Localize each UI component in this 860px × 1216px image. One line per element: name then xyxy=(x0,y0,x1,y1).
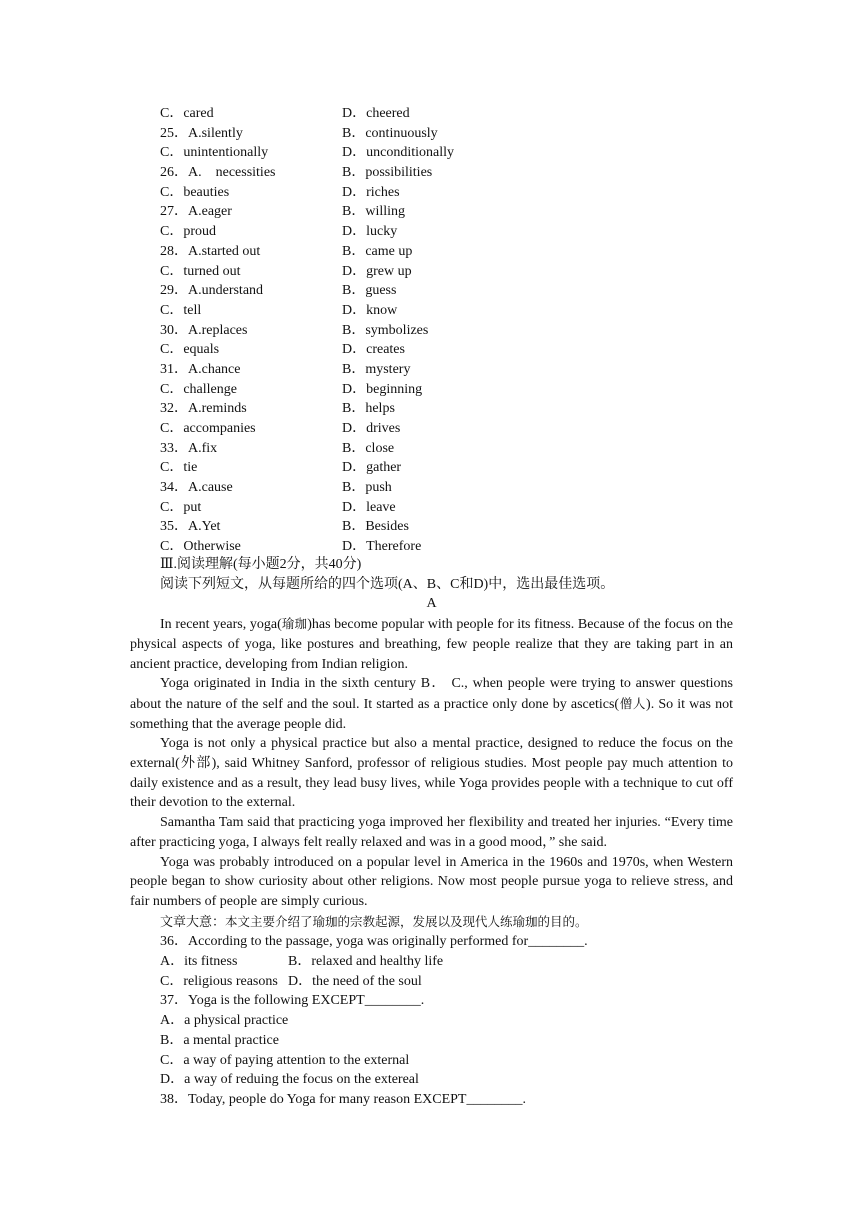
option-left: C．accompanies xyxy=(160,421,256,436)
question-36-option-a: A．its fitness xyxy=(160,954,238,970)
option-left: 26．A. necessities xyxy=(160,165,276,181)
option-right: B．willing xyxy=(342,204,406,220)
question-37-option-c: C．a way of paying attention to the external xyxy=(160,1052,410,1068)
option-row xyxy=(160,399,580,419)
option-row xyxy=(160,537,580,557)
question-37-option-b: B．a mental practice xyxy=(160,1032,279,1048)
summary xyxy=(130,912,733,933)
question-37-stem: 37．Yoga is the following EXCEPT________. xyxy=(160,993,425,1009)
passage-label: A xyxy=(426,596,437,612)
option-left: 30．A.replaces xyxy=(160,322,248,338)
question-37-option-d: D．a way of reduing the focus on the extereal xyxy=(160,1072,419,1088)
option-right: D．gather xyxy=(342,460,402,476)
option-right: B．possibilities xyxy=(342,165,433,181)
option-row xyxy=(160,143,580,163)
question-36-options-row-2 xyxy=(130,972,733,992)
option-right: D．riches xyxy=(342,184,400,200)
option-row xyxy=(160,163,580,183)
option-left: 35．A.Yet xyxy=(160,519,221,535)
option-left: C．proud xyxy=(160,224,216,240)
option-left: C．turned out xyxy=(160,263,241,279)
option-right: B．continuously xyxy=(342,125,438,141)
cloze-options-list xyxy=(160,104,580,557)
option-row xyxy=(160,262,580,282)
option-left: 29．A.understand xyxy=(160,283,264,299)
option-left: C．put xyxy=(160,499,202,515)
option-row xyxy=(160,104,580,124)
option-right: B．came up xyxy=(342,243,413,259)
option-right: D．lucky xyxy=(342,224,398,240)
option-right: B．mystery xyxy=(342,361,411,377)
passage-paragraph-4: Samantha Tam said that practicing yoga improved her flexibility and treated her injuries. “Every time after practicing yoga, I always felt really relaxed and was in a good mood，” she said. xyxy=(130,815,733,850)
option-left: 28．A.started out xyxy=(160,243,261,259)
passage-paragraph-1: In recent years, yoga(瑜珈)has become popular with people for its fitness. Because of the focus on the physical aspects of yoga, like postures and breathing, few people realize that they are taking part in an ancient practice, developing from Indian religion. xyxy=(130,616,733,672)
option-right: B．close xyxy=(342,440,395,456)
option-left: C．Otherwise xyxy=(160,539,241,555)
question-36-option-b: B．relaxed and healthy life xyxy=(288,954,444,970)
option-left: C．beauties xyxy=(160,184,230,200)
passage-paragraph-2: Yoga originated in India in the sixth century B． C., when people were trying to answer questions about the nature of the self and the soul. It started as a practice only done by ascetics(僧人). So it was not something that the average people did. xyxy=(130,676,733,732)
option-right: D．unconditionally xyxy=(342,145,454,161)
option-row xyxy=(160,478,580,498)
option-right: D．cheered xyxy=(342,106,410,121)
summary-label: 文章大意： xyxy=(160,914,226,930)
option-row xyxy=(160,242,580,262)
summary-text: 本文主要介绍了瑜珈的宗教起源，发展以及现代人练瑜珈的目的。 xyxy=(225,913,588,929)
option-row xyxy=(160,380,580,400)
option-left: C．challenge xyxy=(160,381,237,397)
option-left: 32．A.reminds xyxy=(160,401,247,417)
option-row xyxy=(160,222,580,242)
option-row xyxy=(160,281,580,301)
question-37-option-a: A．a physical practice xyxy=(160,1013,289,1029)
option-left: C．equals xyxy=(160,342,220,358)
option-row xyxy=(160,498,580,518)
section-instruction: 阅读下列短文，从每题所给的四个选项(A、B、C和D)中，选出最佳选项。 xyxy=(160,576,615,592)
option-row xyxy=(160,183,580,203)
option-right: D．Therefore xyxy=(342,539,422,555)
option-left: 31．A.chance xyxy=(160,361,241,377)
option-left: 27．A.eager xyxy=(160,204,232,220)
question-36-options-row-1 xyxy=(130,952,733,972)
option-right: D．leave xyxy=(342,499,396,515)
passage-paragraph-5: Yoga was probably introduced on a popular level in America in the 1960s and 1970s, when Western people began to show curiosity about other religions. Now most people pursue yoga to relieve stress, and fair numbers of people are simply curious. xyxy=(130,854,733,909)
option-right: D．grew up xyxy=(342,263,412,279)
option-row xyxy=(160,202,580,222)
question-36-option-d: D．the need of the soul xyxy=(288,973,422,989)
option-left: C．unintentionally xyxy=(160,145,269,161)
option-right: B．symbolizes xyxy=(342,322,429,338)
option-left: 33．A.fix xyxy=(160,440,218,456)
option-right: B．helps xyxy=(342,401,395,417)
passage-paragraph-3: Yoga is not only a physical practice but also a mental practice, designed to reduce the focus on the external(外部), said Whitney Sanford, professor of religious studies. Most people pay much attention to daily existence and as a result, they lead busy lives, while Yoga provides people with a technique to cut off their devotion to the external. xyxy=(130,736,733,811)
option-row xyxy=(160,458,580,478)
option-row xyxy=(160,439,580,459)
question-36-stem: 36．According to the passage, yoga was originally performed for________. xyxy=(160,934,588,950)
option-right: B．Besides xyxy=(342,519,409,535)
question-38-stem: 38．Today, people do Yoga for many reason EXCEPT________. xyxy=(160,1091,526,1107)
option-left: C．cared xyxy=(160,106,214,121)
section-heading: Ⅲ.阅读理解(每小题2分，共40分) xyxy=(160,557,362,572)
reading-section xyxy=(130,555,733,1110)
option-right: D．creates xyxy=(342,342,405,358)
option-row xyxy=(160,321,580,341)
option-right: B．guess xyxy=(342,283,397,299)
option-right: D．know xyxy=(342,302,398,318)
option-row xyxy=(160,360,580,380)
option-left: C．tie xyxy=(160,460,198,476)
option-row xyxy=(160,340,580,360)
option-left: 25．A.silently xyxy=(160,125,243,141)
option-left: 34．A.cause xyxy=(160,480,233,496)
option-row xyxy=(160,301,580,321)
option-row xyxy=(160,124,580,144)
option-row xyxy=(160,517,580,537)
option-right: B．push xyxy=(342,480,392,496)
question-36-option-c: C．religious reasons xyxy=(160,973,278,989)
option-row xyxy=(160,419,580,439)
option-right: D．beginning xyxy=(342,381,423,397)
option-right: D．drives xyxy=(342,421,401,436)
option-left: C．tell xyxy=(160,302,202,318)
